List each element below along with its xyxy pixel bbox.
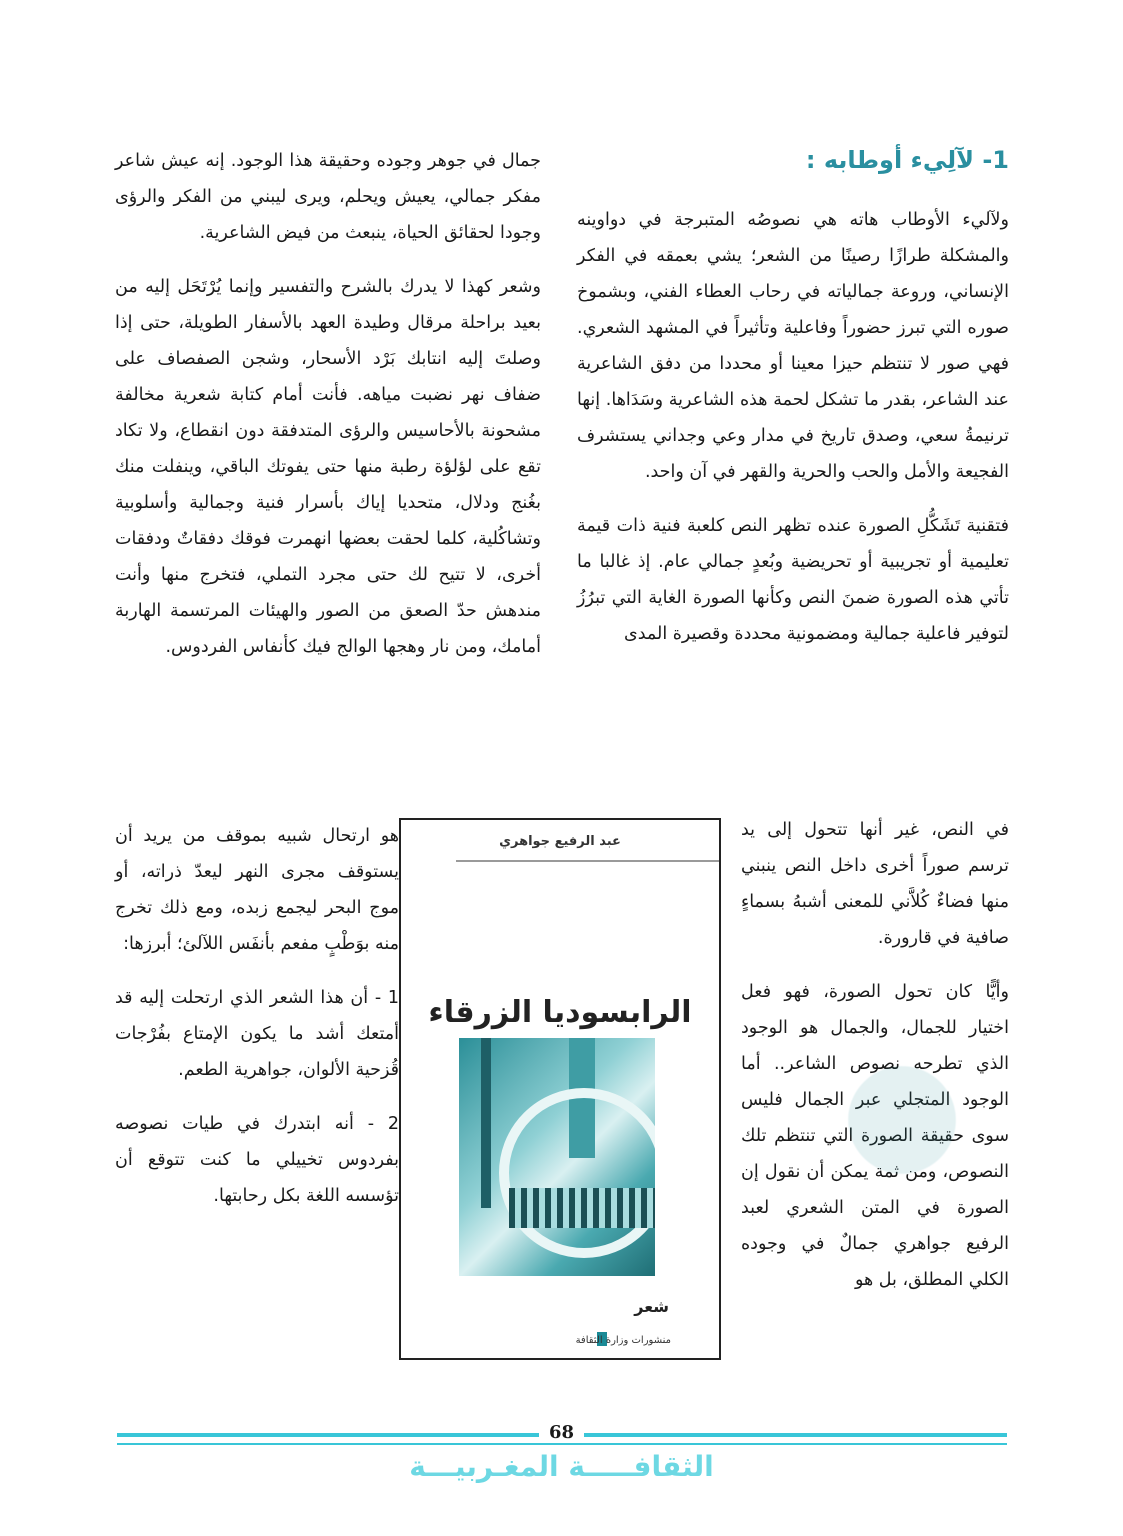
cover-artwork <box>459 1038 655 1276</box>
magazine-title: الثقافـــــة المغـربيـــة <box>409 1450 714 1483</box>
book-title: الرابسوديا الزرقاء <box>428 995 692 1030</box>
section-heading: 1- لآلِيء أوطابه : <box>805 146 1009 174</box>
paragraph: هو ارتحال شبيه بموقف من يريد أن يستوقف مجرى النهر ليعدّ ذراته، أو موج البحر ليجمع زبده، ومع ذلك تخرج منه بوَطْبٍ مفعم بأنفَس اللآلئ؛ أبرزها: <box>115 826 399 954</box>
paragraph: وأيًّا كان تحول الصورة، فهو فعل اختيار للجمال، والجمال هو الوجود الذي تطرحه نصوص الشاعر.. أما الوجود المتجلي عبر الجمال فليس سوى حقيقة الصورة التي تنتظم تلك النصوص، ومن ثمة يمكن أن نقول إن الصورة في المتن الشعري لعبد الرفيع جواهري جمالٌ في وجوده الكلي المطلق، بل هو <box>741 982 1009 1290</box>
left-column <box>115 143 541 683</box>
cover-divider <box>456 860 719 862</box>
list-item: 2 - أنه ابتدرك في طيات نصوصه بفردوس تخييلي ما كنت تتوقع أن تؤسسه اللغة بكل رحابتها. <box>115 1114 399 1206</box>
page-number: 68 <box>0 1422 1123 1443</box>
paragraph: ولآليء الأوطاب هاته هي نصوصُه المتبرجة في دواوينه والمشكلة طرازًا رصينًا من الشعر؛ يشي بعمقه في الفكر الإنساني، وروعة جمالياته في رحاب العطاء الفني، وبشموخ صوره التي تبرز حضوراً وفاعلية وتأثيراً في المشهد الشعري. فهي صور لا تنتظم حيزا معينا أو محددا من دفق الشاعرية عند الشاعر، بقدر ما تشكل لحمة هذه الشاعرية وسَدَاها. إنها ترنيمةُ سعي، وصدق تاريخ في مدار وعي وجداني يستشرف الفجيعة والأمل والحب والحرية والقهر في آن واحد. <box>577 210 1009 482</box>
left-lower-column <box>115 818 399 1232</box>
book-publisher: منشورات وزارة الثقافة <box>575 1335 671 1346</box>
list-item: 1 - أن هذا الشعر الذي ارتحلت إليه قد أمتعك أشد ما يكون الإمتاع بفُرْجات قُزحية الألوان، جواهرية الطعم. <box>115 988 399 1080</box>
paragraph: جمال في جوهر وجوده وحقيقة هذا الوجود. إنه عيش شاعر مفكر جمالي، يعيش ويحلم، ويرى ليبني من الفكر والرؤى وجودا لحقائق الحياة، ينبعث من فيض الشاعرية. <box>115 151 541 243</box>
book-genre: شعر <box>634 1297 669 1316</box>
paragraph: فتقنية تَشَكُّلِ الصورة عنده تظهر النص كلعبة فنية ذات قيمة تعليمية أو تجريبية أو تحريضية وبُعدٍ جمالي عام. إذ غالبا ما تأتي هذه الصورة ضمنَ النص وكأنها الصورة الغاية التي تبرُزُ لتوفير فاعلية جمالية ومضمونية محددة وقصيرة المدى <box>577 516 1009 644</box>
paragraph: في النص، غير أنها تتحول إلى يد ترسم صوراً أخرى داخل النص ينبني منها فضاءٌ كُلاَّني للمعنى أشبهُ بسماءٍ صافية في قارورة. <box>741 820 1009 948</box>
right-column <box>577 140 1009 670</box>
book-cover-image <box>399 818 721 1360</box>
footer-rule <box>117 1443 1007 1445</box>
decorative-watermark <box>740 1050 1010 1190</box>
paragraph: وشعر كهذا لا يدرك بالشرح والتفسير وإنما يُرْتَحَل إليه من بعيد براحلة مرقال وطيدة العهد بالأسفار الطويلة، حتى إذا وصلتَ إليه انتابك بَرْد الأسحار، وشجن الصفصاف على ضفاف نهر نضبت مياهه. فأنت أمام كتابة شعرية مخالفة مشحونة بالأحاسيس والرؤى المتدفقة دون انقطاع، ولا تكاد تقع على لؤلؤة رطبة منها حتى يفوتك الباقي، وينفلت منك بغُنج ودلال، متحديا إياك بأسرار فنية وجمالية وأسلوبية وتشاكُلية، كلما لحقت بعضها انهمرت فوقك دفقاتٌ ودفقات أخرى، لا تتيح لك حتى مجرد التملي، فتخرج منها وأنت مندهش حدّ الصعق من الصور والهيئات المرتسمة الهاربة أمامك، ومن نار وهجها الوالج فيك كأنفاس الفردوس. <box>115 277 541 657</box>
book-author: عبد الرفيع جواهري <box>499 834 621 849</box>
